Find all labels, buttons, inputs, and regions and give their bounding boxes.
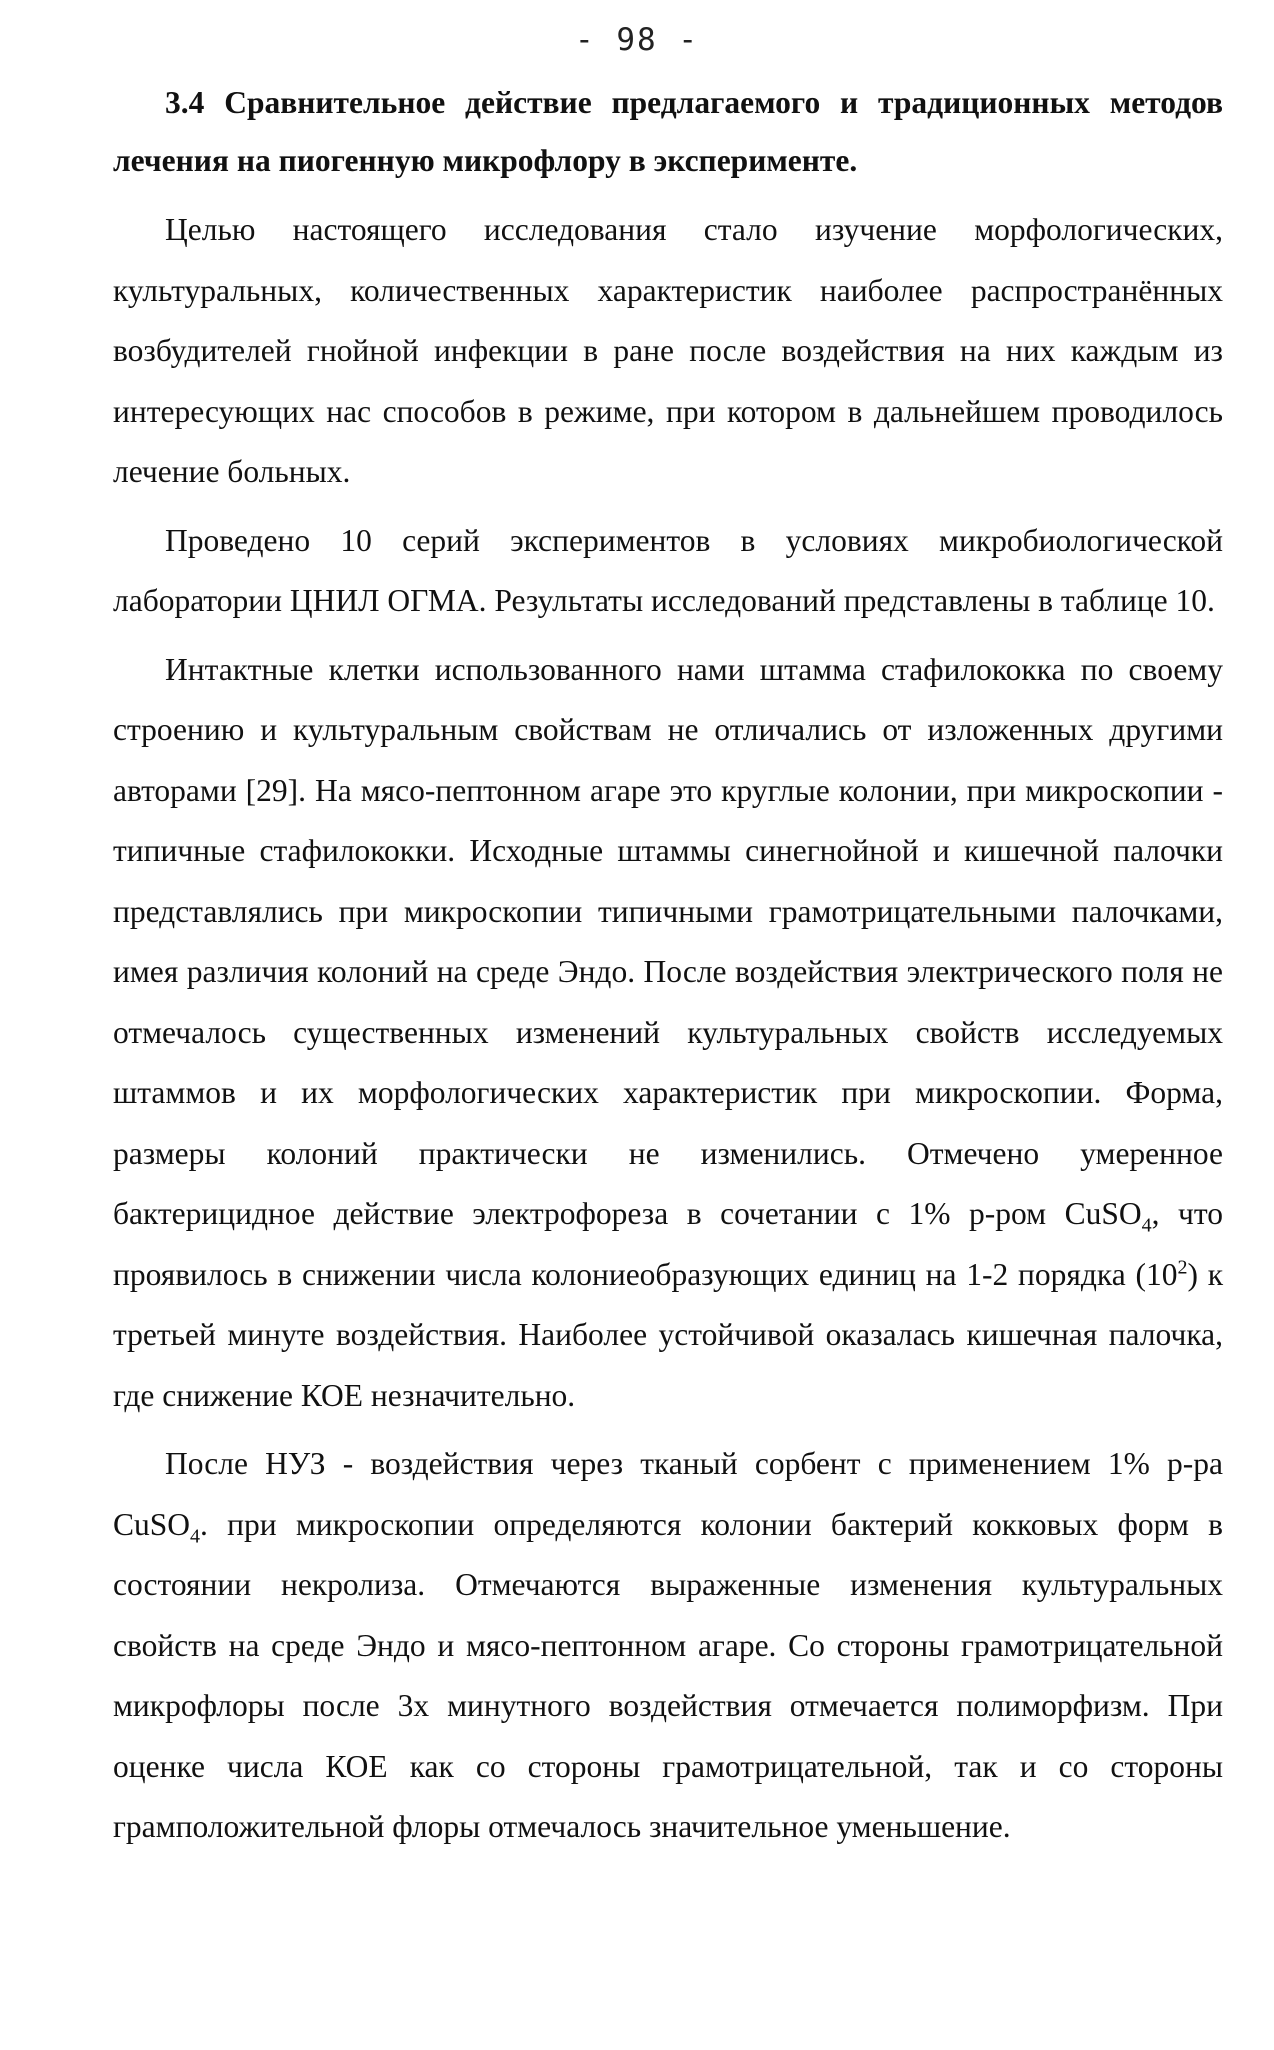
paragraph-3 bbox=[113, 640, 1223, 1427]
paragraph-3-part-2: , что проявилось в снижении числа колониеобразующих единиц на 1-2 порядка (10 bbox=[113, 1196, 1223, 1292]
paragraph-4-part-2: . при микроскопии определяются колонии бактерий кокковых форм в состоянии некролиза. Отмечаются выраженные изменения культуральных свойств на среде Эндо и мясо-пептонном агаре. Со стороны грамотрицательной микрофлоры после 3х минутного воздействия отмечается полиморфизм. При оценке числа КОЕ как со стороны грамотрицательной, так и со стороны грамположительной флоры отмечалось значительное уменьшение. bbox=[113, 1506, 1223, 1844]
section-heading-text: 3.4 Сравнительное действие предлагаемого и традиционных методов лечения на пиогенную микрофлору в эксперименте. bbox=[113, 85, 1223, 178]
paragraph-4-part-1: После НУЗ - воздействия через тканый сорбент с применением 1% р-ра CuSO bbox=[113, 1446, 1223, 1542]
paragraph-3-superscript: 2 bbox=[1177, 1256, 1188, 1278]
paragraph-4 bbox=[113, 1434, 1223, 1858]
section-heading bbox=[113, 74, 1223, 190]
body-text bbox=[113, 74, 1223, 1866]
paragraph-3-subscript: 4 bbox=[1141, 1214, 1152, 1237]
paragraph-1: Целью настоящего исследования стало изучение морфологических, культуральных, количественных характеристик наиболее распространённых возбудителей гнойной инфекции в ране после воздействия на них каждым из интересующих нас способов в режиме, при котором в дальнейшем проводилось лечение больных. bbox=[113, 212, 1223, 489]
paragraph-3-part-3: ) к третьей минуте воздействия. Наиболее устойчивой оказалась кишечная палочка, где снижение КОЕ незначительно. bbox=[113, 1256, 1224, 1413]
page-number: - 98 - bbox=[575, 22, 699, 58]
paragraph-4-subscript: 4 bbox=[190, 1524, 201, 1547]
paragraph-2: Проведено 10 серий экспериментов в условиях микробиологической лаборатории ЦНИЛ ОГМА. Результаты исследований представлены в таблице 10. bbox=[113, 522, 1223, 618]
paragraph-3-part-1: Интактные клетки использованного нами штамма стафилококка по своему строению и культуральным свойствам не отличались от изложенных другими авторами [29]. На мясо-пептонном агаре это круглые колонии, при микроскопии - типичные стафилококки. Исходные штаммы синегнойной и кишечной палочки представлялись при микроскопии типичными грамотрицательными палочками, имея различия колоний на среде Эндо. После воздействия электрического поля не отмечалось существенных изменений культуральных свойств исследуемых штаммов и их морфологических характеристик при микроскопии. Форма, размеры колоний практически не изменились. Отмечено умеренное бактерицидное действие электрофореза в сочетании с 1% р-ром CuSO bbox=[113, 651, 1223, 1231]
